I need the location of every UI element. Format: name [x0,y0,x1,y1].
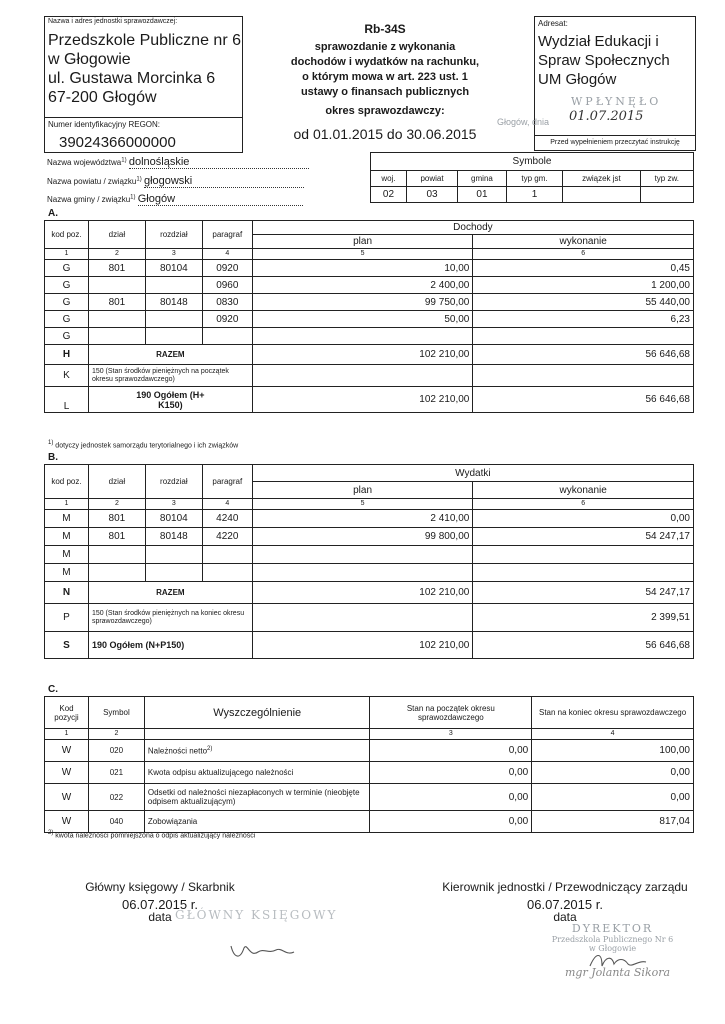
b-r3-dzial [88,546,145,564]
b-n-row-kod: N [45,582,89,604]
a-h-rozdzial: rozdział [145,221,202,249]
a-r2-plan: 2 400,00 [252,277,473,294]
left-stamp: GŁÓWNY KSIĘGOWY [175,908,338,922]
a-r5-dzial [88,328,145,345]
b-r3-paragraf [202,546,252,564]
a-r4-wyk: 6,23 [473,311,694,328]
b-s-row-label: 190 Ogółem (N+P150) [88,632,252,659]
b-p-row-plan [252,604,473,632]
grand-total-row [45,387,694,413]
b-h-plan: plan [252,482,473,499]
b-s-row-kod: S [45,632,89,659]
footnote-mark-1: 1) [121,157,127,164]
a-h-paragraf: paragraf [202,221,252,249]
b-s-row-wyk: 56 646,68 [473,632,694,659]
sym-h-woj: woj. [371,171,407,187]
a-r1-kod: G [45,260,89,277]
unit-name: Przedszkole Publiczne nr 6 [48,32,241,49]
a-k-row-wyk [473,365,694,387]
a-h-kod: kod poz. [45,221,89,249]
sym-h-typzw: typ zw. [640,171,693,187]
a-h-group: Dochody [252,221,693,235]
regon-box [44,117,243,153]
form-title-2: dochodów i wydatków na rachunku, [290,56,480,68]
table-row [45,311,694,328]
table-row [45,564,694,582]
commune-label: Nazwa gminy / związku [47,195,131,204]
b-h-wyk: wykonanie [473,482,694,499]
b-r4-kod: M [45,564,89,582]
a-k-row-label: 150 (Stan środków pieniężnych na początek okresu sprawozdawczego) [88,365,252,387]
receivables-table [44,696,694,833]
c-r1-sup: 2) [207,745,213,752]
c-h-start: Stan na początek okresu sprawozdawczego [370,697,532,729]
a-h-row-plan: 102 210,00 [252,345,473,365]
a-r3-rozdzial: 80148 [145,294,202,311]
table-row [45,277,694,294]
a-l-row-wyk: 56 646,68 [473,387,694,413]
c-r2-start: 0,00 [370,762,532,784]
a-num-1: 1 [45,249,89,260]
signature-right [420,880,710,924]
c-h-desc: Wyszczególnienie [144,697,370,729]
b-n-row-plan: 102 210,00 [252,582,473,604]
a-h-wyk: wykonanie [473,235,694,249]
received-stamp: WPŁYNĘŁO [571,95,662,108]
left-date: 06.07.2015 r. [122,897,198,912]
sym-h-zwiazek: związek jst [563,171,640,187]
b-r4-dzial [88,564,145,582]
b-s-row-plan: 102 210,00 [252,632,473,659]
c-r4-end: 817,04 [532,811,694,833]
a-num-6: 6 [473,249,694,260]
c-r3-start: 0,00 [370,784,532,811]
footnote-2 [48,829,255,840]
total-row [45,345,694,365]
a-r5-paragraf [202,328,252,345]
c-r1-start: 0,00 [370,740,532,762]
section-c-label: C. [48,684,58,695]
b-h-paragraf: paragraf [202,465,252,499]
right-caption: data [553,910,577,924]
b-num-5: 5 [252,499,473,510]
a-r1-dzial: 801 [88,260,145,277]
left-signature-icon [228,936,298,969]
table-row [45,328,694,345]
unit-city: w Głogowie [48,51,131,68]
income-table [44,220,694,413]
grand-total-row [45,632,694,659]
b-r1-plan: 2 410,00 [252,510,473,528]
a-r3-plan: 99 750,00 [252,294,473,311]
c-r4-symbol: 040 [88,811,144,833]
c-r1-desc-cell [144,740,370,762]
c-r2-desc: Kwota odpisu aktualizującego należności [144,762,370,784]
instruction-note: Przed wypełnieniem przeczytać instrukcję [534,135,696,151]
b-r4-paragraf [202,564,252,582]
left-title: Główny księgowy / Skarbnik [85,880,235,894]
c-num-3: 3 [370,729,532,740]
b-r2-paragraf: 4220 [202,528,252,546]
table-row [45,784,694,811]
a-l-row-label: 190 Ogółem (H+ K150) [88,387,252,413]
b-n-row-wyk: 54 247,17 [473,582,694,604]
table-row [45,260,694,277]
unit-postcode: 67-200 Głogów [48,89,157,106]
total-row [45,582,694,604]
table-row [45,740,694,762]
a-r4-dzial [88,311,145,328]
c-r2-symbol: 021 [88,762,144,784]
c-num-4: 4 [532,729,694,740]
form-title-1: sprawozdanie z wykonania [314,41,456,53]
a-num-5: 5 [252,249,473,260]
b-r3-rozdzial [145,546,202,564]
b-r4-plan [252,564,473,582]
a-r2-kod: G [45,277,89,294]
a-h-plan: plan [252,235,473,249]
right-name: mgr Jolanta Sikora [565,966,671,979]
addressee-3: UM Głogów [538,71,617,88]
b-r3-plan [252,546,473,564]
form-title-3: o którym mowa w art. 223 ust. 1 [302,71,468,83]
unit-label: Nazwa i adres jednostki sprawozdawczej: [48,18,178,25]
b-r1-wyk: 0,00 [473,510,694,528]
a-h-row-label: RAZEM [88,345,252,365]
a-r1-rozdzial: 80104 [145,260,202,277]
a-num-2: 2 [88,249,145,260]
symbols-table [370,152,694,203]
a-r2-wyk: 1 200,00 [473,277,694,294]
form-title-4: ustawy o finansach publicznych [300,86,470,98]
cash-end-row [45,604,694,632]
addressee-1: Wydział Edukacji i [538,33,659,50]
sym-h-gmina: gmina [458,171,507,187]
addressee-2: Spraw Społecznych [538,52,670,69]
cash-start-row [45,365,694,387]
section-a-label: A. [48,208,58,219]
footnote-1 [48,439,238,450]
c-r2-end: 0,00 [532,762,694,784]
sym-v-woj: 02 [371,187,407,203]
a-l-row-kod: L [45,387,89,413]
a-k-row-kod: K [45,365,89,387]
b-r2-dzial: 801 [88,528,145,546]
footnote-mark-3: 1) [130,194,136,201]
b-r2-wyk: 54 247,17 [473,528,694,546]
sym-v-typzw [640,187,693,203]
b-r4-wyk [473,564,694,582]
commune-value: Głogów [138,193,303,206]
expenses-table [44,464,694,659]
period-value: od 01.01.2015 do 30.06.2015 [293,126,477,142]
c-r1-kod: W [45,740,89,762]
unit-street: ul. Gustawa Morcinka 6 [48,70,216,87]
sym-v-powiat: 03 [406,187,457,203]
b-r3-wyk [473,546,694,564]
a-r4-rozdzial [145,311,202,328]
a-r3-paragraf: 0830 [202,294,252,311]
b-r2-kod: M [45,528,89,546]
a-r5-plan [252,328,473,345]
b-num-6: 6 [473,499,694,510]
b-r2-rozdzial: 80148 [145,528,202,546]
unit-box [44,16,243,118]
a-r4-kod: G [45,311,89,328]
b-r1-rozdzial: 80104 [145,510,202,528]
addressee-label: Adresat: [538,19,568,28]
a-num-4: 4 [202,249,252,260]
b-num-1: 1 [45,499,89,510]
stamp-city-label: Głogów, dnia [497,117,550,127]
a-h-dzial: dział [88,221,145,249]
addressee-box [497,16,696,136]
b-r1-paragraf: 4240 [202,510,252,528]
received-date: 01.07.2015 [569,109,644,124]
commune-row [47,193,367,206]
c-num-1: 1 [45,729,89,740]
a-r1-wyk: 0,45 [473,260,694,277]
a-r4-paragraf: 0920 [202,311,252,328]
voiv-label: Nazwa województwa [47,158,122,167]
c-r4-kod: W [45,811,89,833]
table-row [45,762,694,784]
c-r3-symbol: 022 [88,784,144,811]
a-r5-wyk [473,328,694,345]
a-r5-rozdzial [145,328,202,345]
a-r3-dzial: 801 [88,294,145,311]
c-r4-start: 0,00 [370,811,532,833]
b-p-row-wyk: 2 399,51 [473,604,694,632]
footnote-2-mark: 2) [48,830,54,836]
a-r5-kod: G [45,328,89,345]
voiv-row [47,156,367,169]
c-r3-end: 0,00 [532,784,694,811]
sym-v-typgm: 1 [506,187,562,203]
a-r2-paragraf: 0960 [202,277,252,294]
a-r1-paragraf: 0920 [202,260,252,277]
a-num-3: 3 [145,249,202,260]
b-num-4: 4 [202,499,252,510]
county-value: głogowski [144,175,304,188]
voiv-value: dolnośląskie [129,156,309,169]
c-r3-kod: W [45,784,89,811]
b-num-2: 2 [88,499,145,510]
territory-block [44,152,369,207]
regon-label: Numer identyfikacyjny REGON: [48,120,161,129]
c-h-end: Stan na koniec okresu sprawozdawczego [532,697,694,729]
section-b-label: B. [48,452,58,463]
footnote-1-text: dotyczy jednostek samorządu terytorialnego i ich związków [55,442,239,450]
b-n-row-label: RAZEM [88,582,252,604]
c-r2-kod: W [45,762,89,784]
c-num-2: 2 [88,729,144,740]
right-date: 06.07.2015 r. [527,897,603,912]
a-h-row-wyk: 56 646,68 [473,345,694,365]
right-stamp-2: Przedszkola Publicznego Nr 6 [551,935,674,944]
a-r4-plan: 50,00 [252,311,473,328]
period-label: okres sprawozdawczy: [325,105,445,117]
c-r4-desc: Zobowiązania [144,811,370,833]
footnote-1-mark: 1) [48,440,54,446]
table-row [45,528,694,546]
a-r3-kod: G [45,294,89,311]
a-h-row-kod: H [45,345,89,365]
a-k-row-plan [252,365,473,387]
b-h-rozdzial: rozdział [145,465,202,499]
b-r3-kod: M [45,546,89,564]
c-r1-symbol: 020 [88,740,144,762]
sym-v-gmina: 01 [458,187,507,203]
c-h-symbol: Symbol [88,697,144,729]
b-p-row-label: 150 (Stan środków pieniężnych na koniec okresu sprawozdawczego) [88,604,252,632]
c-num-blank [144,729,370,740]
form-title-block [260,22,510,142]
right-stamp-1: DYREKTOR [571,922,654,935]
regon-value: 39024366000000 [59,134,176,151]
sym-v-zwiazek [563,187,640,203]
b-r1-dzial: 801 [88,510,145,528]
table-row [45,510,694,528]
sym-h-typgm: typ gm. [506,171,562,187]
b-r2-plan: 99 800,00 [252,528,473,546]
a-r2-rozdzial [145,277,202,294]
symbols-title: Symbole [371,153,694,171]
right-stamp-3: w Głogowie [588,944,637,953]
table-row [45,546,694,564]
sym-h-powiat: powiat [406,171,457,187]
b-p-row-kod: P [45,604,89,632]
b-h-kod: kod poz. [45,465,89,499]
c-r3-desc: Odsetki od należności niezapłaconych w terminie (nieobjęte odpisem aktualizującym) [144,784,370,811]
table-row [45,294,694,311]
b-h-group: Wydatki [252,465,693,482]
c-r1-end: 100,00 [532,740,694,762]
county-label: Nazwa powiatu / związku [47,177,137,186]
c-h-kod: Kod pozycji [45,697,89,729]
b-num-3: 3 [145,499,202,510]
a-l-row-plan: 102 210,00 [252,387,473,413]
a-r3-wyk: 55 440,00 [473,294,694,311]
form-code: Rb-34S [364,22,406,36]
a-r1-plan: 10,00 [252,260,473,277]
c-r1-desc: Należności netto [147,746,208,756]
footnote-mark-2: 1) [136,176,142,183]
left-caption: data [148,910,172,924]
b-h-dzial: dział [88,465,145,499]
county-row [47,175,367,188]
b-r1-kod: M [45,510,89,528]
b-r4-rozdzial [145,564,202,582]
right-title: Kierownik jednostki / Przewodniczący zarządu [442,880,688,894]
a-r2-dzial [88,277,145,294]
footnote-2-text: kwota należności pomniejszona o odpis aktualizujący należności [55,832,256,840]
